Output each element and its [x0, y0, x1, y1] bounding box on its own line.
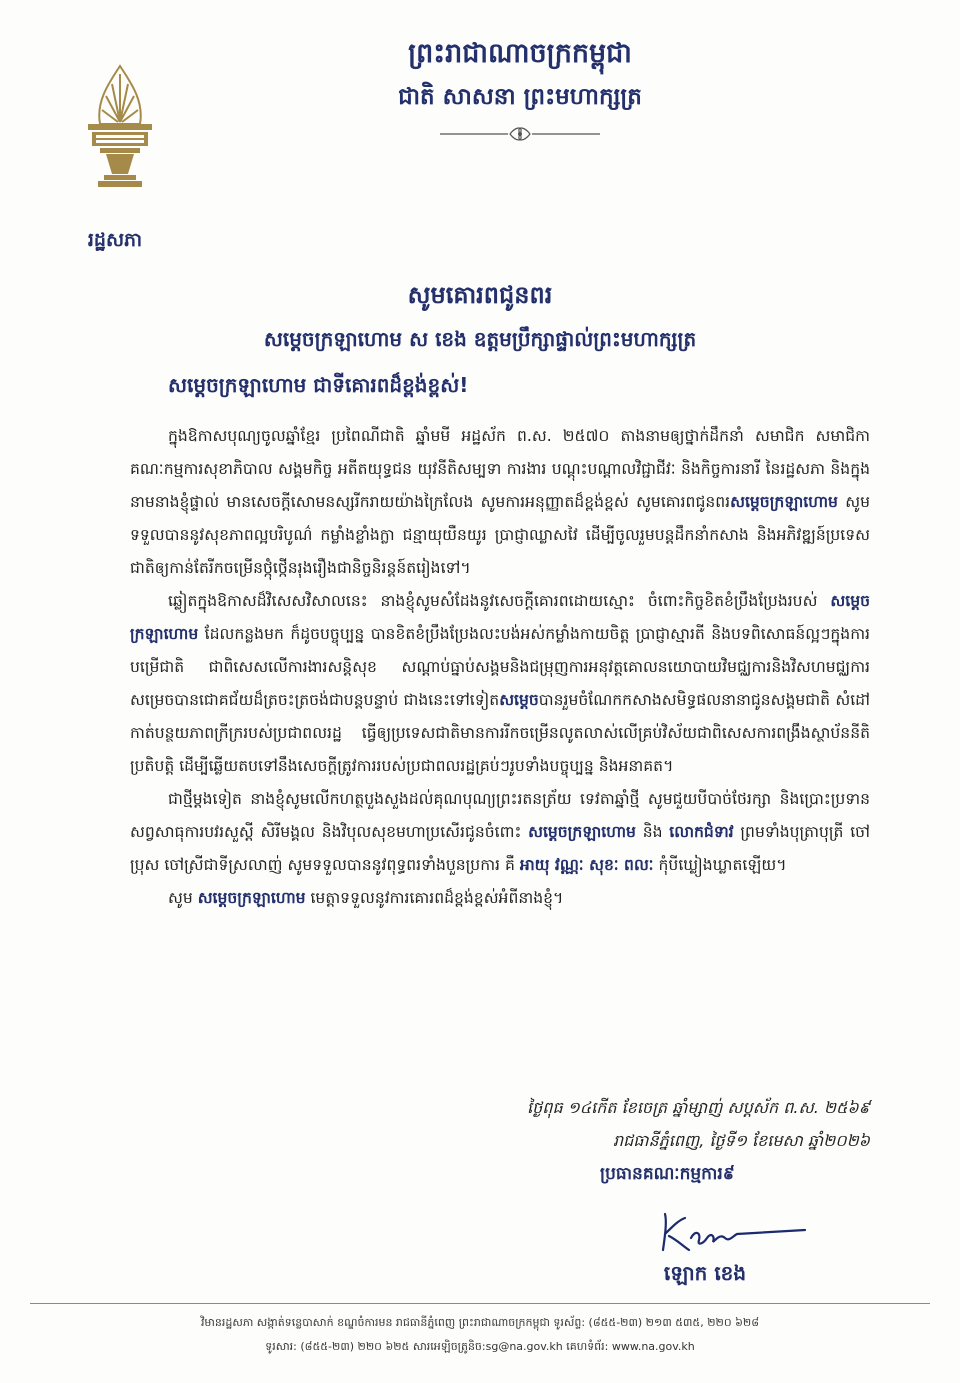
signer-name: ឡោក ខេង	[663, 1261, 747, 1285]
highlight-title: សម្តេចក្រឡាហោម	[197, 889, 306, 907]
recipient-line: សម្តេចក្រឡាហោម ស ខេង ឧត្តមប្រឹក្សាផ្ទាល់ព្រះមហាក្សត្រ	[263, 327, 697, 351]
paragraph-2: ឆ្លៀតក្នុងឱកាសដ៏វិសេសវិសាលនេះ នាងខ្ញុំសូមសំដែងនូវសេចក្តីគោរពដោយស្មោះ ចំពោះកិច្ចខិតខំប្រឹងប្រែងរបស់ សម្តេចក្រឡាហោម ដែលកន្លងមក ក៏ដូចបច្ចុប្បន្ន បានខិតខំប្រឹងប្រែងលះបង់អស់កម្លាំងកាយចិត្ត ប្រាជ្ញាស្មារតី និងបទពិសោធន៍ល្អៗក្នុងការបម្រើជាតិ ជាពិសេសលើការងារសន្តិសុខ សណ្តាប់ធ្នាប់សង្គមនិងជម្រុញការអនុវត្តគោលនយោបាយវិមជ្ឈការនិងវិសហមជ្ឈការសម្រេចបានជោគជ័យដ៏ត្រចះត្រចង់ជាបន្តបន្ទាប់ ជាងនេះទៅទៀតសម្តេចបានរួមចំណែកកសាងសមិទ្ធផលនានាជូនសង្គមជាតិ សំដៅកាត់បន្ថយភាពក្រីក្ររបស់ប្រជាពលរដ្ឋ ធ្វើឲ្យប្រទេសជាតិមានការរីកចម្រើនលូតលាស់លើគ្រប់វិស័យជាពិសេសការពង្រឹងស្ថាប័ននីតិប្រតិបត្តិ ដើម្បីឆ្លើយតបទៅនឹងសេចក្តីត្រូវការរបស់ប្រជាពលរដ្ឋគ្រប់ៗរូបទាំងបច្ចុប្បន្ន និងអនាគត។	[130, 592, 870, 775]
paragraph-1: ក្នុងឱកាសបុណ្យចូលឆ្នាំខ្មែរ ប្រពៃណីជាតិ ឆ្នាំមមី អដ្ឋស័ក ព.ស. ២៥៧០ តាងនាមឲ្យថ្នាក់ដឹកនាំ សមាជិក សមាជិកា គណៈកម្មការសុខាភិបាល សង្គមកិច្ច អតីតយុទ្ធជន យុវនីតិសម្បទា ការងារ បណ្តុះបណ្តាលវិជ្ជាជីវៈ និងកិច្ចការនារី នៃរដ្ឋសភា និងក្នុងនាមនាងខ្ញុំផ្ទាល់ មានសេចក្តីសោមនស្សរីករាយយ៉ាងក្រៃលែង សូមការអនុញ្ញាតដ៏ខ្ពង់ខ្ពស់ សូមគោរពជូនពរសម្តេចក្រឡាហោម សូមទទួលបាននូវសុខភាពល្អបរិបូណ៌ កម្លាំងខ្លាំងក្លា ជន្មាយុយឺនយូរ ប្រាជ្ញាឈ្លាសវៃ ដើម្បីចូលរួមបន្តដឹកនាំកសាង និងអភិវឌ្ឍន៍ប្រទេសជាតិឲ្យកាន់តែរីកចម្រើនថ្កុំថ្កើនរុងរឿងជានិច្ចនិរន្តន៍តរៀងទៅ។	[130, 427, 871, 577]
national-motto: ជាតិ សាសនា ព្រះមហាក្សត្រ	[398, 84, 642, 110]
paragraph-3: ជាថ្មីម្តងទៀត នាងខ្ញុំសូមលើកហត្ថបួងសួងដល់គុណបុណ្យព្រះរតនត្រ័យ ទេវតាឆ្នាំថ្មី សូមជួយបីបាច់ថែរក្សា និងប្រោះប្រទានសព្វសាធុការបវរសួស្តី សិរីមង្គល និងវិបុលសុខមហាប្រសើរជូនចំពោះ សម្តេចក្រឡាហោម និង លោកជំទាវ ព្រមទាំងបុត្រាបុត្រី ចៅប្រុស ចៅស្រីជាទីស្រលាញ់ សូមទទួលបាននូវពុទ្ធពរទាំងបួនប្រការ គឺ អាយុ វណ្ណៈ សុខៈ ពលៈ កុំបីឃ្លៀងឃ្លាតឡើយ។	[130, 790, 871, 874]
letter-body	[130, 420, 870, 915]
lunar-date: ថ្ងៃពុធ ១៤កើត ខែចេត្រ ឆ្នាំម្សាញ់ សប្តស័ក ព.ស. ២៥៦៩	[527, 1098, 870, 1117]
highlight-blessings: អាយុ វណ្ណៈ សុខៈ ពលៈ	[519, 856, 654, 874]
kingdom-heading: ព្រះរាជាណាចក្រកម្ពុជា	[408, 38, 632, 69]
highlight-title: លោកជំទាវ	[669, 823, 734, 841]
paragraph-4: សូម សម្តេចក្រឡាហោម មេត្តាទទួលនូវការគោរពដ៏ខ្ពង់ខ្ពស់អំពីនាងខ្ញុំ។	[168, 889, 564, 907]
national-assembly-emblem-icon	[70, 62, 170, 192]
highlight-title: សម្តេច	[499, 691, 539, 709]
salutation: សម្តេចក្រឡាហោម ជាទីគោរពដ៏ខ្ពង់ខ្ពស់!	[168, 373, 469, 397]
signer-title: ប្រធានគណៈកម្មការ៩	[600, 1164, 735, 1184]
greeting-heading: សូមគោរពជូនពរ	[407, 281, 553, 309]
highlight-title: សម្តេចក្រឡាហោម	[130, 592, 870, 643]
highlight-title: សម្តេចក្រឡាហោម	[528, 823, 636, 841]
institution-label: រដ្ឋសភា	[87, 229, 143, 251]
highlight-title: សម្តេចក្រឡាហោម	[730, 493, 838, 511]
ornament-divider-icon	[430, 122, 610, 146]
footer-address: វិមានរដ្ឋសភា សង្កាត់ទន្លេបាសាក់ ខណ្ឌចំការមន រាជធានីភ្នំពេញ ព្រះរាជាណាចក្រកម្ពុជា ទូរស័ព្ទ: (៨៥៥-២៣) ២១៣ ៥៣៥, ២២០ ៦២៨	[200, 1316, 760, 1329]
handwritten-signature-icon	[655, 1208, 815, 1258]
place-and-date: រាជធានីភ្នំពេញ, ថ្ងៃទី១ ខែមេសា ឆ្នាំ២០២៦	[612, 1131, 870, 1150]
footer-divider	[30, 1303, 930, 1304]
footer-contacts: ទូរសារ: (៨៥៥-២៣) ២២០ ៦២៥ សារអេឡិចត្រូនិច:sg@na.gov.kh គេហទំព័រ: www.na.gov.kh	[265, 1340, 695, 1353]
